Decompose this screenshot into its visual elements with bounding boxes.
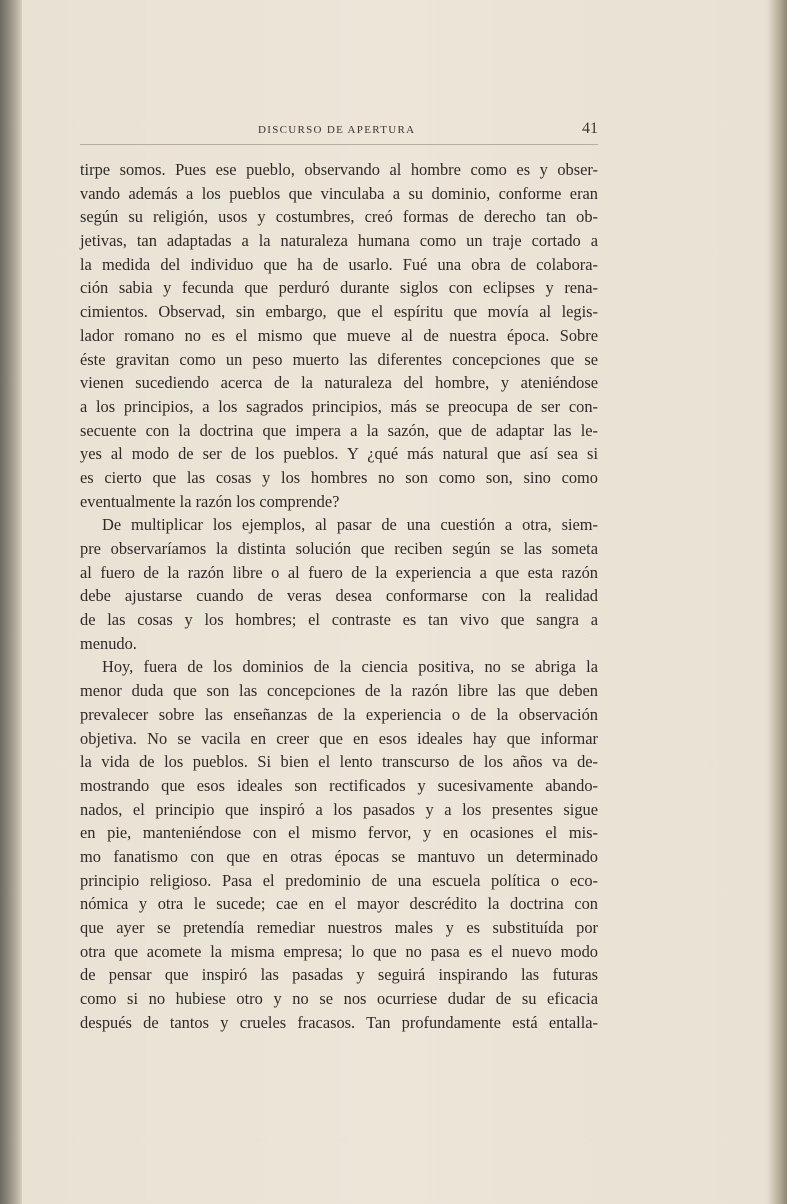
text-line: menor duda que son las concepciones de la razón libre las que deben <box>80 681 598 701</box>
text-line: principio religioso. Pasa el predominio de una escuela política o eco- <box>80 870 598 890</box>
text-line: de pensar que inspiró las pasadas y seguirá inspirando las futuras <box>80 965 598 985</box>
text-line: secuente con la doctrina que impera a la sazón, que de adaptar las le- <box>80 420 598 440</box>
text-line: prevalecer sobre las enseñanzas de la experiencia o de la observación <box>80 704 598 724</box>
text-line: pre observaríamos la distinta solución que reciben según se las someta <box>80 539 598 558</box>
text-line: después de tantos y crueles fracasos. Tan profundamente está entalla- <box>80 1012 598 1032</box>
text-line: objetiva. No se vacila en creer que en esos ideales hay que informar <box>80 728 598 748</box>
body-text <box>80 158 598 1034</box>
running-title: DISCURSO DE APERTURA <box>258 124 416 136</box>
text-line: a los principios, a los sagrados principios, más se preocupa de ser con- <box>80 396 598 416</box>
text-line: yes al modo de ser de los pueblos. Y ¿qué más natural que así sea si <box>80 444 598 464</box>
text-line: como si no hubiese otro y no se nos ocurriese dudar de su eficacia <box>80 989 598 1009</box>
page-edge <box>769 0 787 1204</box>
book-spine-shadow <box>0 0 22 1204</box>
header-rule <box>80 144 598 145</box>
text-line: es cierto que las cosas y los hombres no son como son, sino como <box>80 467 598 487</box>
text-line: según su religión, usos y costumbres, creó formas de derecho tan ob- <box>80 207 598 227</box>
text-line: nómica y otra le sucede; cae en el mayor descrédito la doctrina con <box>80 894 598 914</box>
text-line: nados, el principio que inspiró a los pasados y a los presentes sigue <box>80 799 598 819</box>
text-line: éste gravitan como un peso muerto las diferentes concepciones que se <box>80 349 598 369</box>
page-number: 41 <box>582 120 598 137</box>
text-line: al fuero de la razón libre o al fuero de la experiencia a que esta razón <box>80 562 598 582</box>
text-line: tirpe somos. Pues ese pueblo, observando al hombre como es y obser- <box>80 160 598 179</box>
text-line: que ayer se pretendía remediar nuestros males y es substituída por <box>80 918 598 937</box>
text-line: lador romano no es el mismo que mueve al de nuestra época. Sobre <box>80 325 598 345</box>
text-line: cimientos. Observad, sin embargo, que el espíritu que movía al legis- <box>80 302 598 322</box>
text-line: mostrando que esos ideales son rectificados y sucesivamente abando- <box>80 775 598 795</box>
text-line: vienen sucediendo acerca de la naturaleza del hombre, y ateniéndose <box>80 373 598 393</box>
text-line: debe ajustarse cuando de veras desea conformarse con la realidad <box>80 586 598 606</box>
text-line: jetivas, tan adaptadas a la naturaleza humana como un traje cortado a <box>80 231 598 251</box>
running-header <box>80 120 598 146</box>
text-line: ción sabia y fecunda que perduró durante siglos con eclipses y rena- <box>80 278 598 298</box>
text-line: la medida del individuo que ha de usarlo. Fué una obra de colabora- <box>80 254 598 274</box>
text-line: De multiplicar los ejemplos, al pasar de una cuestión a otra, siem- <box>102 515 598 535</box>
text-line: Hoy, fuera de los dominios de la ciencia positiva, no se abriga la <box>102 657 598 677</box>
text-line: vando además a los pueblos que vinculaba a su dominio, conforme eran <box>80 183 598 203</box>
text-line: mo fanatismo con que en otras épocas se mantuvo un determinado <box>80 846 598 866</box>
text-line: la vida de los pueblos. Si bien el lento transcurso de los años va de- <box>80 752 598 772</box>
text-line: en pie, manteniéndose con el mismo fervor, y en ocasiones el mis- <box>80 823 598 843</box>
text-line: menudo. <box>80 633 137 653</box>
text-line: otra que acomete la misma empresa; lo que no pasa es el nuevo modo <box>80 941 598 961</box>
text-line: eventualmente la razón los comprende? <box>80 491 340 511</box>
text-line: de las cosas y los hombres; el contraste es tan vivo que sangra a <box>80 610 598 630</box>
